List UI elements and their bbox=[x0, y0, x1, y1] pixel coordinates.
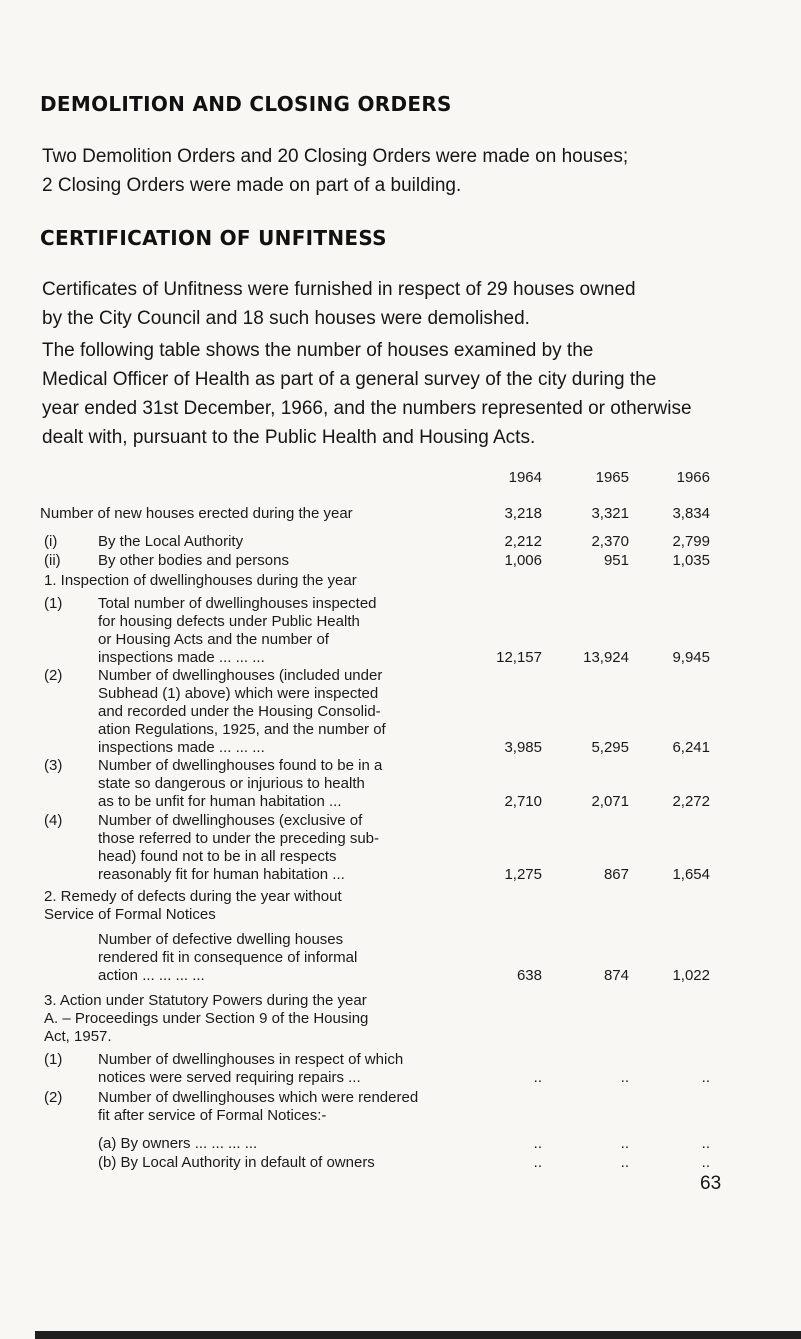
heading-demolition-closing-orders: DEMOLITION AND CLOSING ORDERS bbox=[40, 92, 452, 116]
row-label: (b) By Local Authority in default of owners bbox=[98, 1154, 375, 1171]
row-label-line: for housing defects under Public Health bbox=[98, 613, 360, 630]
value-1964: 2,710 bbox=[504, 793, 542, 810]
section-label: 1. Inspection of dwellinghouses during the year bbox=[44, 572, 357, 589]
value-1966: .. bbox=[701, 1069, 710, 1086]
row-label-line: Number of dwellinghouses which were rendered bbox=[98, 1089, 419, 1106]
row-label-line: Number of dwellinghouses (exclusive of bbox=[98, 812, 363, 829]
paragraph-line: year ended 31st December, 1966, and the numbers represented or otherwise bbox=[42, 398, 692, 419]
row-label-line: reasonably fit for human habitation ... bbox=[98, 866, 345, 883]
row-label-line: Number of defective dwelling houses bbox=[98, 931, 344, 948]
row-marker: (1) bbox=[44, 1051, 63, 1068]
value-1964: 1,275 bbox=[504, 866, 542, 883]
row-label-line: Number of dwellinghouses in respect of which bbox=[98, 1051, 404, 1068]
row-label: Number of new houses erected during the year bbox=[40, 505, 353, 522]
paragraph-line: The following table shows the number of houses examined by the bbox=[42, 340, 594, 361]
paragraph-line: by the City Council and 18 such houses were demolished. bbox=[42, 308, 530, 329]
value-1965: 867 bbox=[603, 866, 629, 883]
value-1964: .. bbox=[533, 1154, 542, 1171]
row-label-line: rendered fit in consequence of informal bbox=[98, 949, 358, 966]
row-label-line: Number of dwellinghouses (included under bbox=[98, 667, 383, 684]
paragraph-demolition-orders bbox=[42, 142, 762, 200]
paragraph-line: dealt with, pursuant to the Public Health and Housing Acts. bbox=[42, 427, 536, 448]
row-label-line: as to be unfit for human habitation ... bbox=[98, 793, 342, 810]
value-1966: 6,241 bbox=[672, 739, 710, 756]
row-label-line: inspections made ... ... ... bbox=[98, 739, 265, 756]
row-marker: (4) bbox=[44, 812, 63, 829]
year-header-1965: 1965 bbox=[595, 469, 629, 486]
row-label-line: Subhead (1) above) which were inspected bbox=[98, 685, 379, 702]
row-label: By other bodies and persons bbox=[98, 552, 289, 569]
row-label-line: inspections made ... ... ... bbox=[98, 649, 265, 666]
value-1964: .. bbox=[533, 1135, 542, 1152]
value-1965: 3,321 bbox=[591, 505, 629, 522]
value-1966: .. bbox=[701, 1135, 710, 1152]
value-1965: .. bbox=[620, 1154, 629, 1171]
value-1965: 2,370 bbox=[591, 533, 629, 550]
section-label-line: Act, 1957. bbox=[44, 1028, 112, 1045]
row-marker: (ii) bbox=[44, 552, 61, 569]
value-1964: 638 bbox=[516, 967, 542, 984]
row-marker: (i) bbox=[44, 533, 58, 550]
value-1965: .. bbox=[620, 1135, 629, 1152]
scan-edge-bar bbox=[35, 1331, 801, 1339]
row-label: (a) By owners ... ... ... ... bbox=[98, 1135, 258, 1152]
section-label-line: A. – Proceedings under Section 9 of the Housing bbox=[44, 1010, 369, 1027]
value-1965: 2,071 bbox=[591, 793, 629, 810]
row-label-line: head) found not to be in all respects bbox=[98, 848, 337, 865]
row-label-line: action ... ... ... ... bbox=[98, 967, 205, 984]
section-label-line: Service of Formal Notices bbox=[44, 906, 216, 923]
row-label-line: Total number of dwellinghouses inspected bbox=[98, 595, 377, 612]
row-marker: (3) bbox=[44, 757, 63, 774]
page-number: 63 bbox=[700, 1173, 722, 1194]
year-header-1964: 1964 bbox=[508, 469, 542, 486]
paragraph-certificates bbox=[42, 275, 762, 333]
row-label-line: and recorded under the Housing Consolid- bbox=[98, 703, 381, 720]
value-1966: 1,654 bbox=[672, 866, 710, 883]
section-label-line: 3. Action under Statutory Powers during the year bbox=[44, 992, 367, 1009]
row-label: By the Local Authority bbox=[98, 533, 244, 550]
value-1964: 3,218 bbox=[504, 505, 542, 522]
row-label-line: state so dangerous or injurious to health bbox=[98, 775, 365, 792]
value-1965: 951 bbox=[603, 552, 629, 569]
row-label-line: Number of dwellinghouses found to be in a bbox=[98, 757, 383, 774]
value-1966: 2,799 bbox=[672, 533, 710, 550]
row-marker: (2) bbox=[44, 667, 63, 684]
value-1964: 1,006 bbox=[504, 552, 542, 569]
value-1964: 12,157 bbox=[496, 649, 542, 666]
value-1966: .. bbox=[701, 1154, 710, 1171]
value-1966: 1,022 bbox=[672, 967, 710, 984]
year-header-1966: 1966 bbox=[676, 469, 710, 486]
value-1965: 5,295 bbox=[591, 739, 629, 756]
row-label-line: or Housing Acts and the number of bbox=[98, 631, 329, 648]
paragraph-table-intro bbox=[42, 336, 762, 452]
value-1964: 3,985 bbox=[504, 739, 542, 756]
paragraph-line: Two Demolition Orders and 20 Closing Orders were made on houses; bbox=[42, 146, 629, 167]
section-label-line: 2. Remedy of defects during the year without bbox=[44, 888, 342, 905]
value-1964: .. bbox=[533, 1069, 542, 1086]
value-1965: 13,924 bbox=[583, 649, 629, 666]
row-label-line: those referred to under the preceding sub- bbox=[98, 830, 380, 847]
paragraph-line: 2 Closing Orders were made on part of a building. bbox=[42, 175, 462, 196]
value-1964: 2,212 bbox=[504, 533, 542, 550]
value-1965: .. bbox=[620, 1069, 629, 1086]
heading-certification-unfitness: CERTIFICATION OF UNFITNESS bbox=[40, 226, 387, 250]
value-1966: 9,945 bbox=[672, 649, 710, 666]
row-label-line: ation Regulations, 1925, and the number of bbox=[98, 721, 386, 738]
value-1966: 3,834 bbox=[672, 505, 710, 522]
row-marker: (2) bbox=[44, 1089, 63, 1106]
row-marker: (1) bbox=[44, 595, 63, 612]
value-1965: 874 bbox=[603, 967, 629, 984]
row-label-line: notices were served requiring repairs ... bbox=[98, 1069, 361, 1086]
paragraph-line: Certificates of Unfitness were furnished in respect of 29 houses owned bbox=[42, 279, 636, 300]
value-1966: 2,272 bbox=[672, 793, 710, 810]
paragraph-line: Medical Officer of Health as part of a general survey of the city during the bbox=[42, 369, 657, 390]
row-label-line: fit after service of Formal Notices:- bbox=[98, 1107, 327, 1124]
value-1966: 1,035 bbox=[672, 552, 710, 569]
